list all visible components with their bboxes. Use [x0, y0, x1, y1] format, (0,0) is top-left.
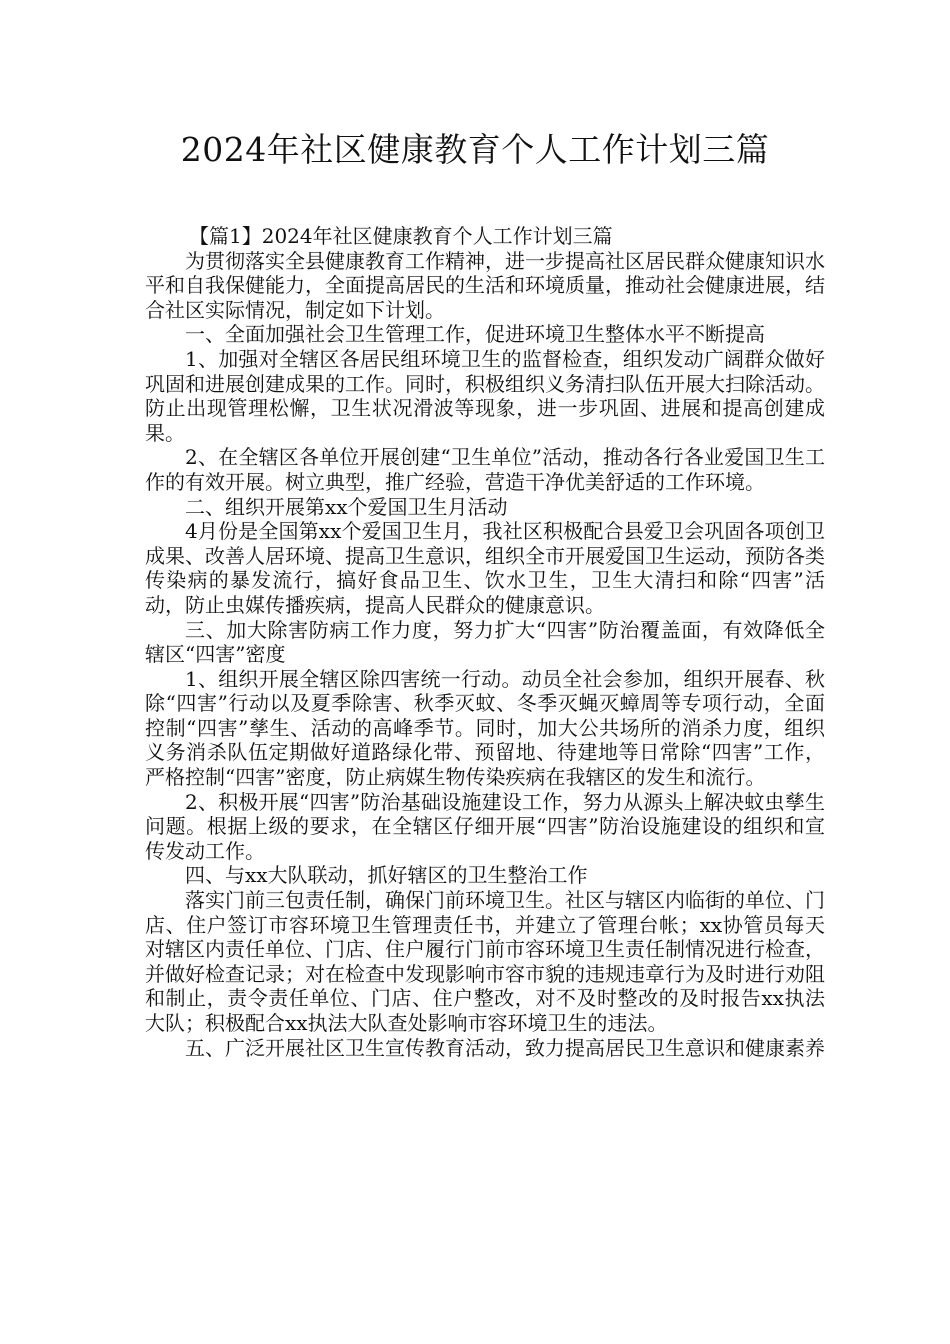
intro-paragraph: 为贯彻落实全县健康教育工作精神，进一步提高社区居民群众健康知识水平和自我保健能力，全面提高居民的生活和环境质量，推动社会健康进展，结合社区实际情况，制定如下计划。 [145, 248, 825, 322]
body-paragraph: 2、在全辖区各单位开展创建“卫生单位”活动，推动各行各业爱国卫生工作的有效开展。树立典型，推广经验，营造干净优美舒适的工作环境。 [145, 445, 825, 494]
body-paragraph: 1、组织开展全辖区除四害统一行动。动员全社会参加，组织开展春、秋除“四害”行动以及夏季除害、秋季灭蚊、冬季灭蝇灭蟑周等专项行动，全面控制“四害”孳生、活动的高峰季节。同时，加大公共场所的消杀力度，组织义务消杀队伍定期做好道路绿化带、预留地、待建地等日常除“四害”工作，严格控制“四害”密度，防止病媒生物传染疾病在我辖区的发生和流行。 [145, 666, 825, 790]
section-heading-1: 一、全面加强社会卫生管理工作，促进环境卫生整体水平不断提高 [185, 322, 765, 347]
section-heading-3: 三、加大除害防病工作力度，努力扩大“四害”防治覆盖面，有效降低全辖区“四害”密度 [145, 617, 825, 667]
section-heading-2: 二、组织开展第xx个爱国卫生月活动 [185, 494, 508, 519]
body-paragraph: 2、积极开展“四害”防治基础设施建设工作，努力从源头上解决蚊虫孳生问题。根据上级的要求，在全辖区仔细开展“四害”防治设施建设的组织和宣传发动工作。 [145, 789, 825, 863]
section-heading-part-1: 【篇1】2024年社区健康教育个人工作计划三篇 [189, 224, 613, 248]
section-heading-4: 四、与xx大队联动，抓好辖区的卫生整治工作 [185, 863, 588, 888]
body-paragraph: 4月份是全国第xx个爱国卫生月，我社区积极配合县爱卫会巩固各项创卫成果、改善人居环境、提高卫生意识，组织全市开展爱国卫生运动，预防各类传染病的暴发流行，搞好食品卫生、饮水卫生，卫生大清扫和除“四害”活动，防止虫媒传播疾病，提高人民群众的健康意识。 [145, 519, 825, 617]
body-paragraph: 1、加强对全辖区各居民组环境卫生的监督检查，组织发动广阔群众做好巩固和进展创建成果的工作。同时，积极组织义务清扫队伍开展大扫除活动。防止出现管理松懈，卫生状况滑波等现象，进一步巩固、进展和提高创建成果。 [145, 346, 825, 445]
document-title: 2024年社区健康教育个人工作计划三篇 [180, 130, 770, 169]
document-body [145, 224, 825, 1060]
body-paragraph: 落实门前三包责任制，确保门前环境卫生。社区与辖区内临街的单位、门店、住户签订市容环境卫生管理责任书，并建立了管理台帐；xx协管员每天对辖区内责任单位、门店、住户履行门前市容环境卫生责任制情况进行检查，并做好检查记录；对在检查中发现影响市容市貌的违规违章行为及时进行劝阻和制止，责令责任单位、门店、住户整改，对不及时整改的及时报告xx执法大队；积极配合xx执法大队查处影响市容环境卫生的违法。 [145, 888, 825, 1035]
section-heading-5: 五、广泛开展社区卫生宣传教育活动，致力提高居民卫生意识和健康素养 [185, 1035, 825, 1060]
